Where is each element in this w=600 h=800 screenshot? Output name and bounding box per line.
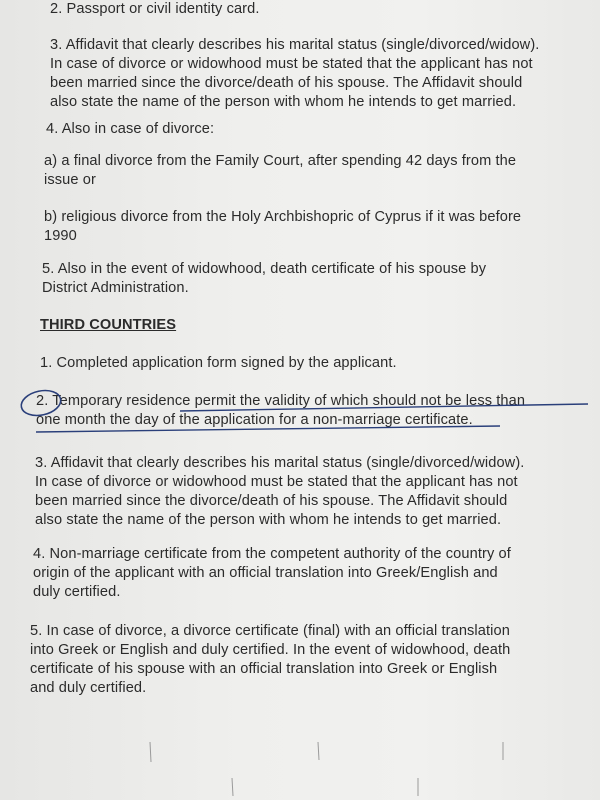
tick-mark (232, 778, 233, 796)
item-family-court: a) a final divorce from the Family Court, after spending 42 days from the issue or (44, 153, 517, 188)
section-heading-third-countries: THIRD COUNTRIES (40, 317, 177, 333)
item-affidavit-third: 3. Affidavit that clearly describes his marital status (single/divorced/widow). In case of divorce or widowhood must be stated that the applicant has not been married since the divorce/death of his spouse. The Affidavit should also state the name of the person with whom he intends to get married. (35, 455, 525, 528)
item-application-form: 1. Completed application form signed by the applicant. (40, 355, 397, 371)
item-widowhood: 5. Also in the event of widowhood, death certificate of his spouse by District Administration. (42, 261, 487, 296)
item-religious-divorce: b) religious divorce from the Holy Archbishopric of Cyprus if it was before 1990 (44, 209, 522, 244)
tick-mark (318, 742, 319, 760)
tick-mark (150, 742, 151, 762)
item-non-marriage-certificate: 4. Non-marriage certificate from the competent authority of the country of origin of the applicant with an official translation into Greek/English and duly certified. (33, 546, 511, 600)
item-residence-permit: 2. Temporary residence permit the validity of which should not be less than one month the day of the application for a non-marriage certificate. (36, 393, 526, 428)
item-divorce-certificate: 5. In case of divorce, a divorce certificate (final) with an official translation into Greek or English and duly certified. In the event of widowhood, death certificate of his spouse with an official translation into Greek or English and duly certified. (30, 623, 511, 696)
item-passport: 2. Passport or civil identity card. (50, 1, 260, 17)
item-affidavit: 3. Affidavit that clearly describes his marital status (single/divorced/widow). In case of divorce or widowhood must be stated that the applicant has not been married since the divorce/death of his spouse. The Affidavit should also state the name of the person with whom he intends to get married. (50, 37, 540, 110)
item-divorce-case: 4. Also in case of divorce: (46, 121, 215, 137)
